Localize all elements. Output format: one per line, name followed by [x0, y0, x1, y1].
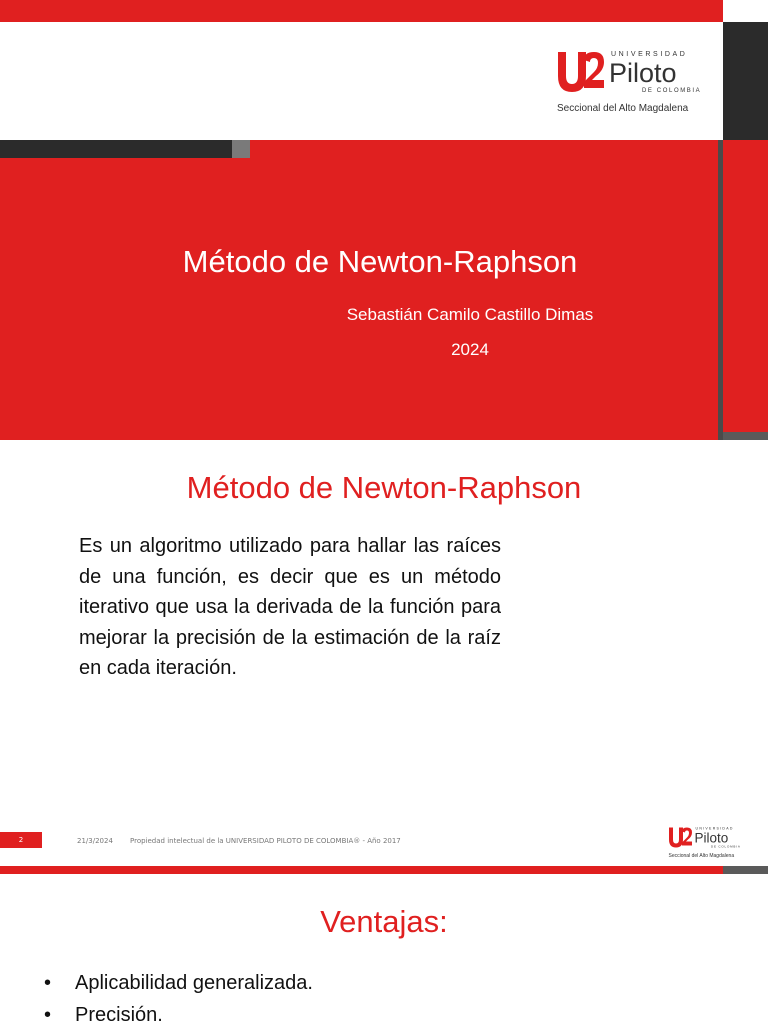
- advantages-slide: [0, 874, 768, 1024]
- bullet-icon: •: [44, 1004, 52, 1026]
- slide-title: Ventajas:: [320, 904, 448, 939]
- piloto-logo: [556, 46, 716, 116]
- top-red-bar: [0, 0, 723, 22]
- author-name: Sebastián Camilo Castillo Dimas: [346, 305, 594, 324]
- piloto-label: Piloto: [694, 830, 729, 846]
- seccional-label: Seccional del Alto Magdalena: [668, 853, 735, 859]
- bullet-icon: •: [44, 972, 52, 994]
- piloto-logo-small: [668, 824, 748, 860]
- gray-accent-block: [232, 140, 250, 158]
- red-side-panel: [723, 140, 768, 432]
- list-item: [44, 1004, 313, 1036]
- gray-corner-bar: [723, 432, 768, 440]
- slide-title: Método de Newton-Raphson: [186, 470, 582, 505]
- bottom-gray-bar: [723, 866, 768, 874]
- footer-date: 21/3/2024: [77, 837, 113, 845]
- seccional-label: Seccional del Alto Magdalena: [557, 103, 689, 114]
- colombia-label: DE COLOMBIA: [711, 844, 741, 849]
- dark-accent-bar: [0, 140, 232, 158]
- colombia-label: DE COLOMBIA: [642, 88, 702, 94]
- university-label: UNIVERSIDAD: [611, 51, 688, 58]
- university-label: UNIVERSIDAD: [695, 826, 734, 831]
- page-number: 2: [0, 832, 42, 848]
- advantages-list: [44, 972, 313, 1036]
- footer-notice: Propiedad intelectual de la UNIVERSIDAD PILOTO DE COLOMBIA® - Año 2017: [130, 837, 401, 845]
- presentation-title: Método de Newton-Raphson: [182, 244, 578, 279]
- list-item-label: Precisión.: [75, 1004, 163, 1026]
- list-item-label: Aplicabilidad generalizada.: [75, 972, 313, 994]
- list-item: [44, 972, 313, 1004]
- definition-text: Es un algoritmo utilizado para hallar las raíces de una función, es decir que es un método iterativo que usa la derivada de la función para mejorar la precisión de la estimación de la raíz en cada iteración.: [79, 535, 501, 679]
- piloto-label: Piloto: [609, 58, 677, 88]
- bottom-red-bar: [0, 866, 723, 874]
- presentation-year: 2024: [451, 340, 489, 359]
- dark-side-bar: [723, 22, 768, 140]
- definition-slide: [0, 440, 768, 874]
- red-title-panel: [0, 140, 718, 440]
- title-slide: [0, 0, 768, 440]
